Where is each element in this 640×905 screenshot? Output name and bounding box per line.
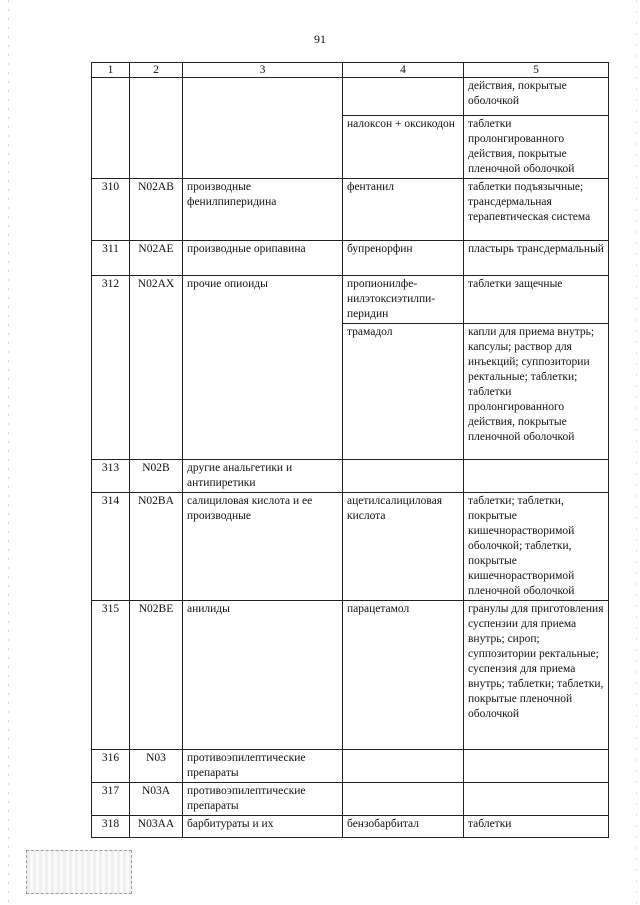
drug-name: ацетилсалициловая кислота — [343, 493, 464, 601]
scan-edge-right — [636, 0, 637, 905]
row-number: 312 — [92, 276, 130, 460]
dosage-form: таблетки; таблетки, покрытые кишечнорастворимой оболочкой; таблетки, покрытые кишечнорастворимой пленочной оболочкой — [464, 493, 609, 601]
drug-name — [343, 78, 464, 116]
table-row — [92, 241, 609, 276]
table-row — [92, 460, 609, 493]
drug-name: трамадол — [343, 324, 464, 460]
dosage-form: таблетки — [464, 816, 609, 838]
atc-code: N03A — [130, 783, 183, 816]
atc-code: N02B — [130, 460, 183, 493]
atc-code: N02BA — [130, 493, 183, 601]
dosage-form: таблетки пролонгированного действия, покрытые пленочной оболочкой — [464, 116, 609, 179]
table-row — [92, 750, 609, 783]
group-name: барбитураты и их — [183, 816, 343, 838]
row-number: 315 — [92, 601, 130, 750]
table-row — [92, 816, 609, 838]
table-row — [92, 179, 609, 241]
atc-code: N02BE — [130, 601, 183, 750]
row-number: 313 — [92, 460, 130, 493]
scan-edge-left — [8, 0, 9, 905]
drug-name: бупренорфин — [343, 241, 464, 276]
header-col-3: 3 — [183, 63, 343, 78]
group-name: анилиды — [183, 601, 343, 750]
atc-code: N03 — [130, 750, 183, 783]
drug-name — [343, 750, 464, 783]
drug-name: налоксон + оксикодон — [343, 116, 464, 179]
dosage-form: пластырь трансдермальный — [464, 241, 609, 276]
drug-name: пропионилфе-нилэтоксиэтилпи-перидин — [343, 276, 464, 324]
header-col-5: 5 — [464, 63, 609, 78]
row-number: 318 — [92, 816, 130, 838]
row-number: 311 — [92, 241, 130, 276]
drug-name — [343, 460, 464, 493]
dosage-form — [464, 750, 609, 783]
header-col-4: 4 — [343, 63, 464, 78]
group-name: противоэпилептические препараты — [183, 750, 343, 783]
drug-name — [343, 783, 464, 816]
dosage-form: таблетки подъязычные; трансдермальная терапевтическая система — [464, 179, 609, 241]
drug-name: парацетамол — [343, 601, 464, 750]
row-number: 316 — [92, 750, 130, 783]
group-name: другие анальгетики и антипиретики — [183, 460, 343, 493]
row-number: 314 — [92, 493, 130, 601]
group-name: производные орипавина — [183, 241, 343, 276]
header-col-2: 2 — [130, 63, 183, 78]
row-number: 317 — [92, 783, 130, 816]
group-name: салициловая кислота и ее производные — [183, 493, 343, 601]
table-row — [92, 783, 609, 816]
atc-code: N02AX — [130, 276, 183, 460]
atc-code: N03AA — [130, 816, 183, 838]
table-row — [92, 601, 609, 750]
atc-code: N02AB — [130, 179, 183, 241]
medicines-table — [91, 62, 609, 838]
table-row — [92, 276, 609, 324]
atc-code — [130, 78, 183, 179]
table-row — [92, 493, 609, 601]
page-number: 91 — [314, 32, 326, 46]
dosage-form: капли для приема внутрь; капсулы; раствор для инъекций; суппозитории ректальные; таблетки; таблетки пролонгированного действия, покрытые пленочной оболочкой — [464, 324, 609, 460]
scan-stamp-mark — [26, 850, 132, 894]
table-row — [92, 78, 609, 116]
dosage-form: гранулы для приготовления суспензии для приема внутрь; сироп; суппозитории ректальные; суспензия для приема внутрь; таблетки; таблетки, покрытые пленочной оболочкой — [464, 601, 609, 750]
drug-name: фентанил — [343, 179, 464, 241]
dosage-form: действия, покрытые оболочкой — [464, 78, 609, 116]
atc-code: N02AE — [130, 241, 183, 276]
dosage-form: таблетки защечные — [464, 276, 609, 324]
row-number: 310 — [92, 179, 130, 241]
row-number — [92, 78, 130, 179]
group-name: противоэпилептические препараты — [183, 783, 343, 816]
group-name — [183, 78, 343, 179]
dosage-form — [464, 460, 609, 493]
header-row — [92, 63, 609, 78]
header-col-1: 1 — [92, 63, 130, 78]
drug-name: бензобарбитал — [343, 816, 464, 838]
group-name: производные фенилпиперидина — [183, 179, 343, 241]
dosage-form — [464, 783, 609, 816]
group-name: прочие опиоиды — [183, 276, 343, 460]
